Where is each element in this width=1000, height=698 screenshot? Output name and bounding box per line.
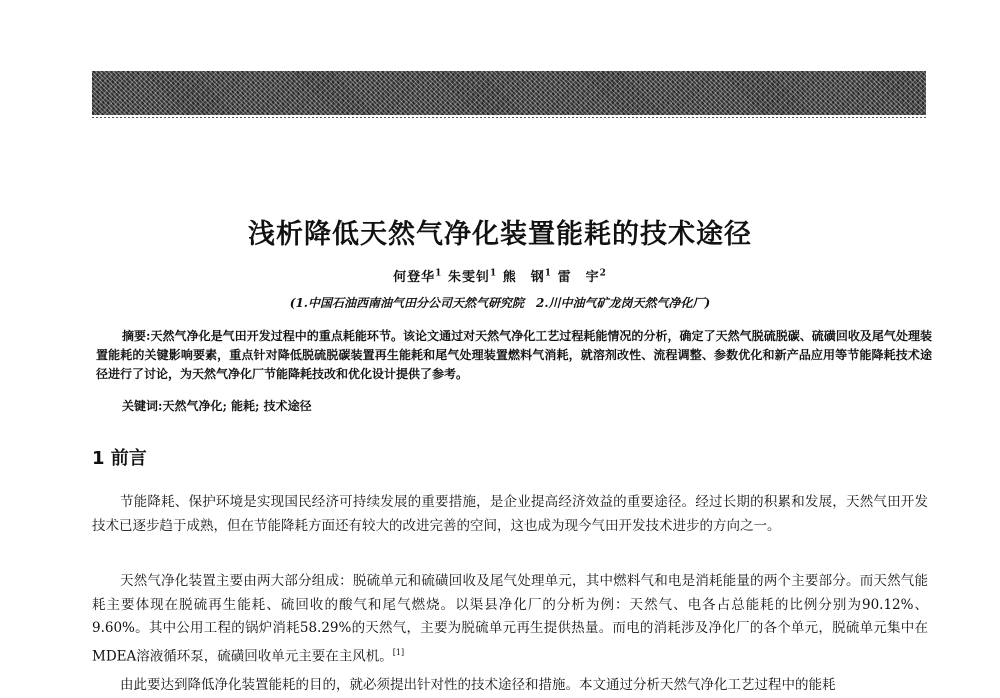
header-divider bbox=[92, 117, 926, 118]
author-affiliation-mark: 1 bbox=[435, 268, 443, 279]
section-heading-introduction: 1 前言 bbox=[92, 448, 147, 469]
body-paragraph bbox=[92, 570, 928, 669]
author-affiliation-mark: 1 bbox=[544, 268, 553, 279]
author-name: 朱雯钊 bbox=[447, 270, 490, 285]
affiliations: (1.中国石油西南油气田分公司天然气研究院 2.川中油气矿龙岗天然气净化厂) bbox=[289, 296, 711, 310]
body-paragraph: 节能降耗、保护环境是实现国民经济可持续发展的重要措施，是企业提高经济效益的重要途径。经过长期的积累和发展，天然气田开发技术已逐步趋于成熟，但在节能降耗方面还有较大的改进完善的空间，这也成为现今气田开发技术进步的方向之一。 bbox=[92, 494, 928, 534]
abstract-text: 天然气净化是气田开发过程中的重点耗能环节。该论文通过对天然气净化工艺过程耗能情况的分析，确定了天然气脱硫脱碳、硫磺回收及尾气处理装置能耗的关键影响要素，重点针对降低脱硫脱碳装置再生能耗和尾气处理装置燃料气消耗，就溶剂改性、流程调整、参数优化和新产品应用等节能降耗技术途径进行了讨论，为天然气净化厂节能降耗技改和优化设计提供了参考。 bbox=[96, 329, 932, 381]
abstract bbox=[96, 327, 932, 384]
author-name: 熊 钢 bbox=[502, 270, 545, 285]
keywords-text: 天然气净化; 能耗; 技术途径 bbox=[162, 399, 312, 413]
keywords bbox=[122, 397, 922, 414]
author-affiliation-mark: 2 bbox=[599, 268, 607, 279]
author-name: 何登华 bbox=[393, 270, 436, 285]
abstract-label: 摘要: bbox=[122, 329, 151, 343]
citation-marker: [1] bbox=[392, 647, 405, 657]
paper-title: 浅析降低天然气净化装置能耗的技术途径 bbox=[248, 219, 752, 250]
author-name: 雷 宇 bbox=[557, 270, 600, 285]
journal-header-band bbox=[92, 71, 926, 115]
author-affiliation-mark: 1 bbox=[489, 268, 498, 279]
author-list bbox=[0, 266, 1000, 285]
paragraph-text: 天然气净化装置主要由两大部分组成：脱硫单元和硫磺回收及尾气处理单元，其中燃料气和电是消耗能量的两个主要部分。而天然气能耗主要体现在脱硫再生能耗、硫回收的酸气和尾气燃烧。以渠县净化厂的分析为例：天然气、电各占总能耗的比例分别为90.12%、9.60%。其中公用工程的锅炉消耗58.29%的天然气，主要为脱硫单元再生提供热量。而电的消耗涉及净化厂的各个单元，脱硫单元集中在MDEA溶液循环泵，硫磺回收单元主要在主风机。 bbox=[92, 573, 928, 665]
keywords-label: 关键词: bbox=[122, 399, 163, 413]
body-paragraph: 由此要达到降低净化装置能耗的目的，就必须提出针对性的技术途径和措施。本文通过分析天然气净化工艺过程中的能耗 bbox=[120, 677, 836, 693]
